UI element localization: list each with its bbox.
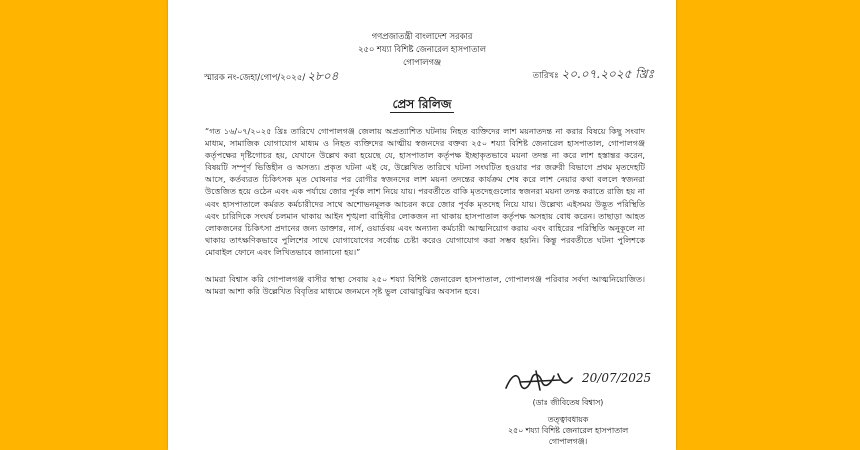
letter-date: [533, 66, 654, 86]
press-release-document: [168, 0, 676, 450]
signatory-office: ২৫০ শয্যা বিশিষ্ট জেনারেল হাসপাতাল: [507, 426, 629, 435]
reference-number: [204, 68, 338, 88]
document-title: [168, 93, 676, 116]
date-value: ২০.০৭.২০২৫ খ্রিঃ: [561, 67, 654, 81]
statement-paragraph: “গত ১৬/০৭/২০২৫ খ্রিঃ তারিখে গোপালগঞ্জ জেলায় অপ্রত্যাশিত ঘটনায় নিহত ব্যক্তিদের লাশ ময়নাতদন্ত না করার বিষয়ে কিছু সংবাদ মাধ্যম, সামাজিক যোগাযোগ মাধ্যম ও নিহত ব্যক্তিদের আত্মীয় স্বজনদের বক্তব্য ২৫০ শয্যা বিশিষ্ট জেনারেল হাসপাতাল, গোপালগঞ্জ কর্তৃপক্ষের দৃষ্টিগোচর হয়, যেখানে উল্লেখ করা হয়েছে যে, হাসপাতাল কর্তৃপক্ষ ইচ্ছাকৃতভাবে ময়না তদন্ত না করে লাশ হস্তান্তর করেন, বিষয়টি সম্পূর্ণ ভিত্তিহীন ও অসত্য। প্রকৃত ঘটনা এই যে, উল্লেখিত তারিখে ঘটনা সংঘটিত হওয়ার পর জরুরী বিভাগে প্রথম মৃতদেহটি আসে, কর্তব্যরত চিকিৎসক মৃত ঘোষনার পর রোগীর স্বজনদের লাশ ময়না তদন্তের কার্যক্রম শেষ করে লাশ নেয়ার কথা বললে স্বজনরা উত্তেজিত হয়ে ওঠেন এবং এক পর্যায়ে জোর পূর্বক লাশ নিয়ে যায়। পরবর্তীতে বাকি মৃতদেহগুলোর স্বজনরা ময়না তদন্ত করাতে রাজি হয় না এবং হাসপাতালে কর্মরত কর্মচারীদের সাথে অশোভনমূলক আচরন করে জোর পূর্বক মৃতদেহ নিয়ে যায়। উল্লেখ্য এইসময় উদ্ভূত পরিস্থিতি এবং চারিদিকে সংঘর্ষ চলমান থাকায় আইন শৃঙ্খলা বাহিনীর লোকজন না থাকায় হাসপাতাল কর্তৃপক্ষ অসহায় বোধ করেন। তাছাড়া আহত লোকজনের চিকিৎসা প্রদানের জন্য ডাক্তার, নার্স, ওয়ার্ডবয় এবং অন্যান্য কর্মচারী আত্মনিয়োগ করায় এবং বাহিরের পরিস্থিতি অনুকূলে না থাকায় তাৎক্ষণিকভাবে পুলিশের সাথে যোগাযোগের সর্বোচ্চ চেষ্টা করেও যোগাযোগ করা সম্ভব হয়নি। কিন্তু পরবর্তীতে ঘটনা পুলিশকে মোবাইল ফোনে এবং লিখিতভাবে জানানো হয়।”: [205, 126, 645, 257]
reference-label: স্মারক নং-জেহা/গোপ/২০২৫/: [204, 73, 306, 83]
title-text: প্রেস রিলিজ: [392, 97, 452, 111]
signatory-name: (ডাঃ জীবিতেষ বিশ্বাস): [532, 398, 604, 407]
date-label: তারিখঃ: [532, 71, 559, 81]
signatory-city: গোপালগঞ্জ।: [548, 437, 588, 446]
letterhead-city: গোপালগঞ্জ: [403, 57, 441, 67]
reference-handwritten-number: ২৮০৪: [307, 69, 339, 83]
closing-paragraph: আমরা বিশ্বাস করি গোপালগঞ্জ বাসীর স্বাস্থ্য সেবায় ২৫০ শয্যা বিশিষ্ট জেনারেল হাসপাতাল, গোপালগঞ্জ পরিবার সর্বদা আত্মনিয়োজিত। আমরা আশা করি উল্লেখিত বিবৃতির মাধ্যমে জনমনে সৃষ্ট ভুল বোঝাবুঝির অবসান হবে।: [205, 274, 645, 297]
signatory-designation: তত্ত্বাবধায়ক: [547, 415, 589, 424]
letterhead-government: গণপ্রজাতন্ত্রী বাংলাদেশ সরকার: [371, 31, 473, 41]
press-release-body: [205, 125, 645, 297]
signature-handwritten-date: 20/07/2025: [582, 371, 652, 385]
letterhead-hospital: ২৫০ শয্যা বিশিষ্ট জেনারেল হাসপাতাল: [358, 44, 486, 54]
